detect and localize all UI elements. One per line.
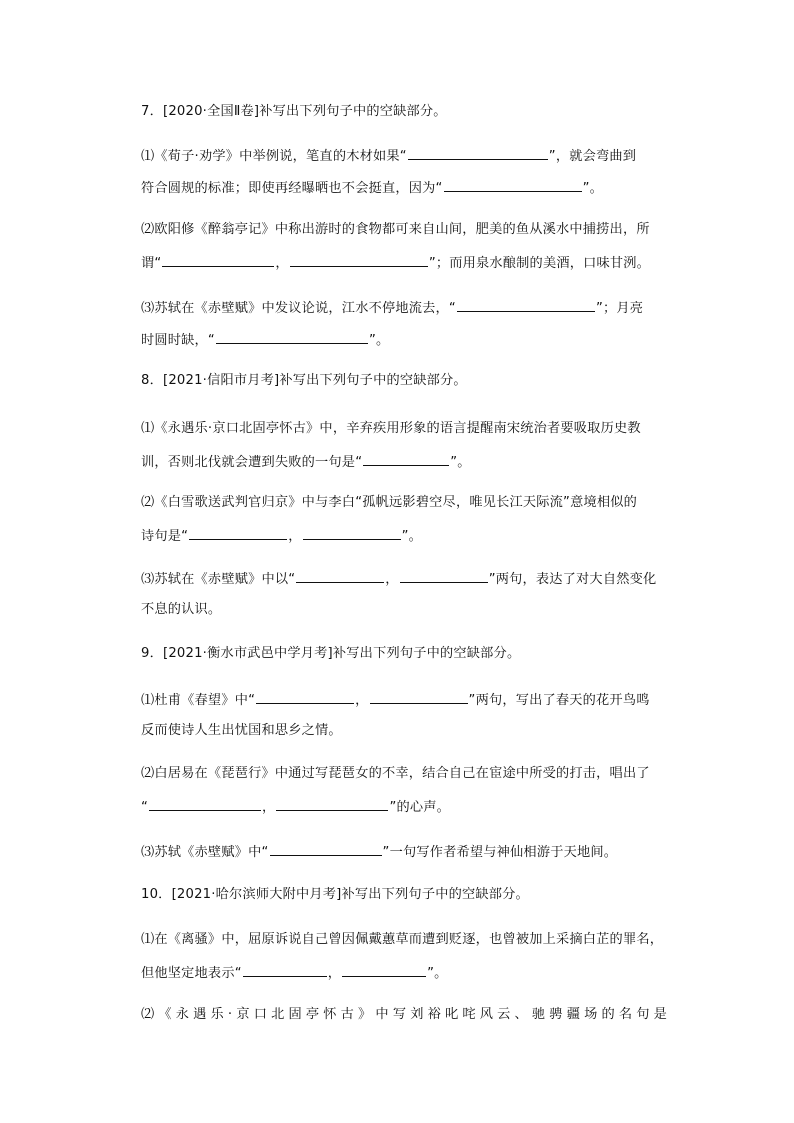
q9-item-1-line-1: ⑴杜甫《春望》中“ ， ”两句，写出了春天的花开鸟鸣	[141, 690, 650, 710]
q10-item-1-line-1: ⑴在《离骚》中，屈原诉说自己曾因佩戴蕙草而遭到贬逐，也曾被加上采摘白芷的罪名，	[141, 932, 664, 947]
question-9-header: 9．[2021·衡水市武邑中学月考]补写出下列句子中的空缺部分。	[141, 646, 521, 661]
question-10-header: 10．[2021·哈尔滨师大附中月考]补写出下列句子中的空缺部分。	[141, 887, 529, 902]
answer-blank[interactable]	[408, 146, 548, 160]
q7-item-3-line-1: ⑶苏轼在《赤壁赋》中发议论说，江水不停地流去，“ ”；月亮	[141, 298, 643, 318]
answer-blank[interactable]	[444, 178, 582, 192]
answer-blank[interactable]	[370, 690, 468, 704]
q7-item-3-line-2: 时圆时缺，“ ”。	[141, 330, 389, 350]
q9-item-2-line-2: “ ， ”的心声。	[141, 797, 450, 817]
answer-blank[interactable]	[400, 569, 488, 583]
q9-item-2-line-1: ⑵白居易在《琵琶行》中通过写琵琶女的不幸，结合自己在宦途中所受的打击，唱出了	[141, 766, 650, 781]
q8-item-3-line-2: 不息的认识。	[141, 602, 222, 617]
answer-blank[interactable]	[256, 690, 354, 704]
q10-item-2-line-1: ⑵《永遇乐·京口北固亭怀古》中写刘裕叱咤风云、驰骋疆场的名句是	[141, 1007, 672, 1022]
answer-blank[interactable]	[189, 526, 287, 540]
q8-item-1-line-2: 训，否则北伐就会遭到失败的一句是“ ”。	[141, 452, 471, 472]
answer-blank[interactable]	[162, 253, 274, 267]
q10-item-1-line-2: 但他坚定地表示“ ， ”。	[141, 963, 448, 983]
answer-blank[interactable]	[363, 452, 449, 466]
answer-blank[interactable]	[303, 526, 401, 540]
answer-blank[interactable]	[296, 569, 384, 583]
answer-blank[interactable]	[342, 963, 426, 977]
answer-blank[interactable]	[276, 797, 388, 811]
answer-blank[interactable]	[243, 963, 327, 977]
q7-item-1-line-1: ⑴《荀子·劝学》中举例说，笔直的木材如果“ ”，就会弯曲到	[141, 146, 636, 166]
q7-item-1-line-2: 符合圆规的标准；即使再经曝晒也不会挺直，因为“ ”。	[141, 178, 603, 198]
q7-item-2-line-2: 谓“ ， ”；而用泉水酿制的美酒，口味甘洌。	[141, 253, 650, 273]
q8-item-2-line-1: ⑵《白雪歌送武判官归京》中与李白“孤帆远影碧空尽，唯见长江天际流”意境相似的	[141, 495, 638, 510]
answer-blank[interactable]	[216, 330, 368, 344]
question-7-header: 7．[2020·全国Ⅱ卷]补写出下列句子中的空缺部分。	[141, 104, 447, 119]
answer-blank[interactable]	[457, 298, 595, 312]
answer-blank[interactable]	[290, 253, 428, 267]
answer-blank[interactable]	[149, 797, 261, 811]
q8-item-3-line-1: ⑶苏轼在《赤壁赋》中以“ ， ”两句，表达了对大自然变化	[141, 569, 656, 589]
q9-item-3-line-1: ⑶苏轼《赤壁赋》中“ ”一句写作者希望与神仙相游于天地间。	[141, 842, 617, 862]
q7-item-2-line-1: ⑵欧阳修《醉翁亭记》中称出游时的食物都可来自山间，肥美的鱼从溪水中捕捞出，所	[141, 222, 650, 237]
answer-blank[interactable]	[270, 842, 382, 856]
q8-item-2-line-2: 诗句是“ ， ”。	[141, 526, 422, 546]
question-8-header: 8．[2021·信阳市月考]补写出下列句子中的空缺部分。	[141, 373, 467, 388]
q8-item-1-line-1: ⑴《永遇乐·京口北固亭怀古》中，辛弃疾用形象的语言提醒南宋统治者要吸取历史教	[141, 421, 641, 436]
q9-item-1-line-2: 反而使诗人生出忧国和思乡之情。	[141, 723, 342, 738]
